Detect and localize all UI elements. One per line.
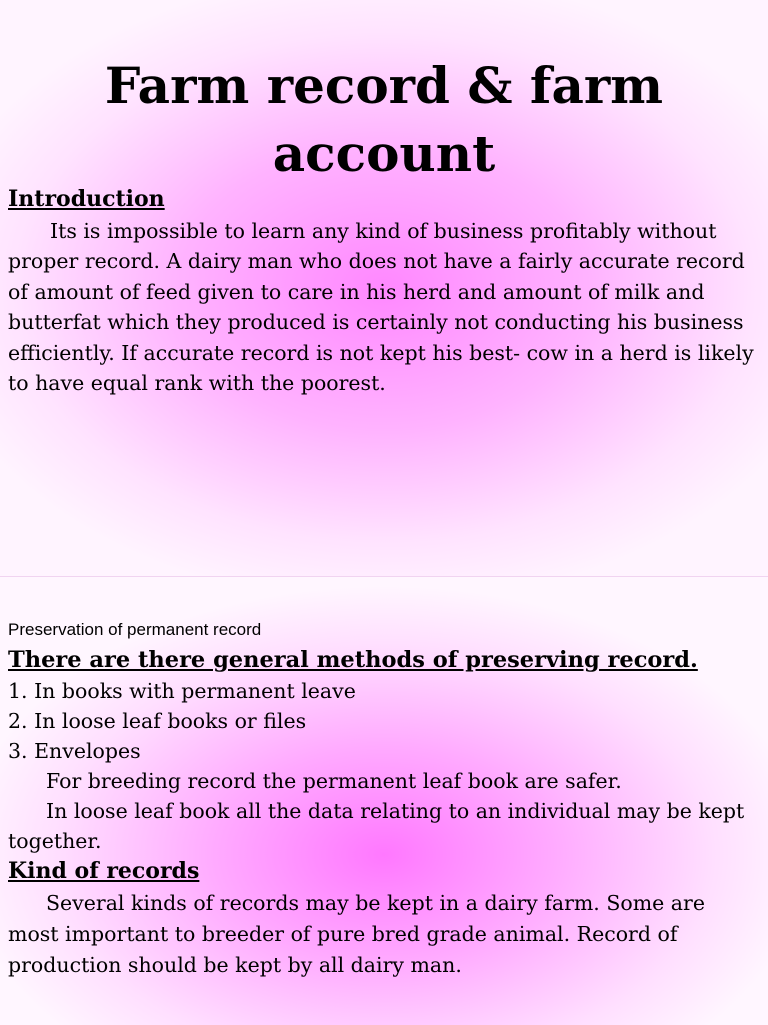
introduction-paragraph bbox=[8, 216, 760, 398]
loose-leaf-note bbox=[8, 796, 760, 856]
loose-leaf-note-text: In loose leaf book all the data relating to an individual may be kept together. bbox=[8, 799, 745, 853]
preservation-section-label: Preservation of permanent record bbox=[8, 620, 262, 639]
method-item-1: 1. In books with permanent leave bbox=[8, 679, 356, 703]
introduction-text: Its is impossible to learn any kind of business profitably without proper record. A dairy man who does not have a fairly accurate record of amount of feed given to care in his herd and amount of milk and butterfat which they produced is certainly not conducting his business efficiently. If accurate record is not kept his best- cow in a herd is likely to have equal rank with the poorest. bbox=[8, 219, 754, 396]
breeding-note bbox=[8, 766, 622, 796]
method-item-3: 3. Envelopes bbox=[8, 739, 141, 763]
methods-heading: There are there general methods of preserving record. bbox=[8, 647, 698, 673]
kinds-paragraph bbox=[8, 888, 760, 981]
title-line-2: account bbox=[272, 124, 496, 183]
kinds-heading: Kind of records bbox=[8, 858, 200, 884]
page-title bbox=[0, 52, 768, 188]
title-line-1: Farm record & farm bbox=[104, 56, 664, 115]
breeding-note-text: For breeding record the permanent leaf book are safer. bbox=[46, 769, 622, 793]
kinds-text: Several kinds of records may be kept in a dairy farm. Some are most important to breeder of pure bred grade animal. Record of production should be kept by all dairy man. bbox=[8, 891, 705, 977]
slide-2 bbox=[0, 577, 768, 1025]
method-item-2: 2. In loose leaf books or files bbox=[8, 709, 307, 733]
introduction-heading: Introduction bbox=[8, 186, 165, 212]
